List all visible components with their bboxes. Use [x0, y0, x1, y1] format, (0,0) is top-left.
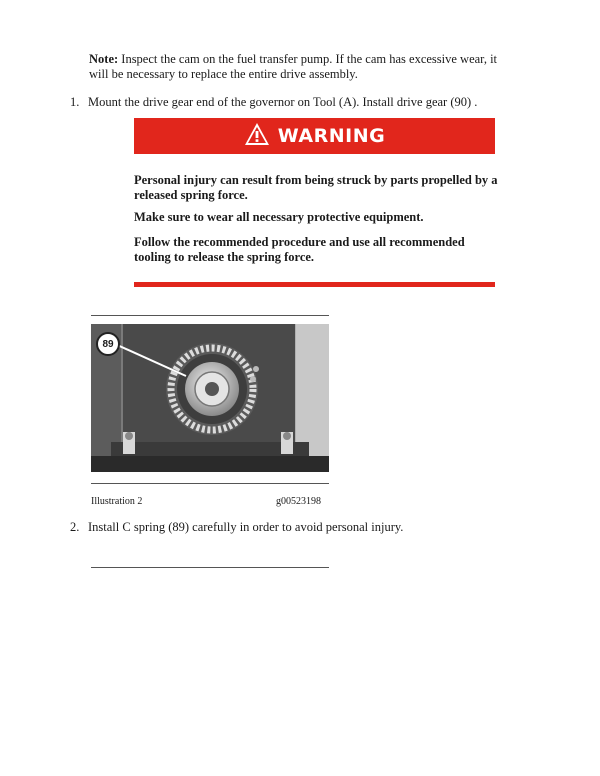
illustration-caption: Illustration 2 [91, 496, 143, 507]
warning-triangle-icon [244, 122, 270, 151]
warning-bottom-rule [134, 282, 495, 287]
note-text: Inspect the cam on the fuel transfer pump. If the cam has excessive wear, it will be necessary to replace the entire drive assembly. [89, 52, 498, 81]
illustration-id: g00523198 [276, 496, 321, 507]
divider-top [91, 315, 329, 316]
step-2 [70, 520, 403, 535]
step-text: Mount the drive gear end of the governor on Tool (A). Install drive gear (90) . [88, 95, 478, 109]
warning-banner [134, 118, 495, 154]
step-number: 1. [70, 95, 80, 109]
step-number: 2. [70, 520, 80, 534]
note-label: Note: [89, 52, 119, 66]
warning-line-3: Follow the recommended procedure and use all recommended tooling to release the spring force. [134, 235, 465, 264]
step-text: Install C spring (89) carefully in order to avoid personal injury. [88, 520, 404, 534]
warning-line-1: Personal injury can result from being struck by parts propelled by a released spring force. [134, 173, 498, 202]
illustration-photo [91, 324, 329, 472]
warning-line-2: Make sure to wear all necessary protective equipment. [134, 210, 424, 224]
callout-label: 89 [102, 338, 114, 350]
divider-mid [91, 483, 329, 484]
note-paragraph [89, 52, 519, 82]
callout-89 [96, 332, 120, 356]
divider-bottom [91, 567, 329, 568]
warning-title: WARNING [277, 125, 386, 147]
step-1 [70, 95, 477, 110]
